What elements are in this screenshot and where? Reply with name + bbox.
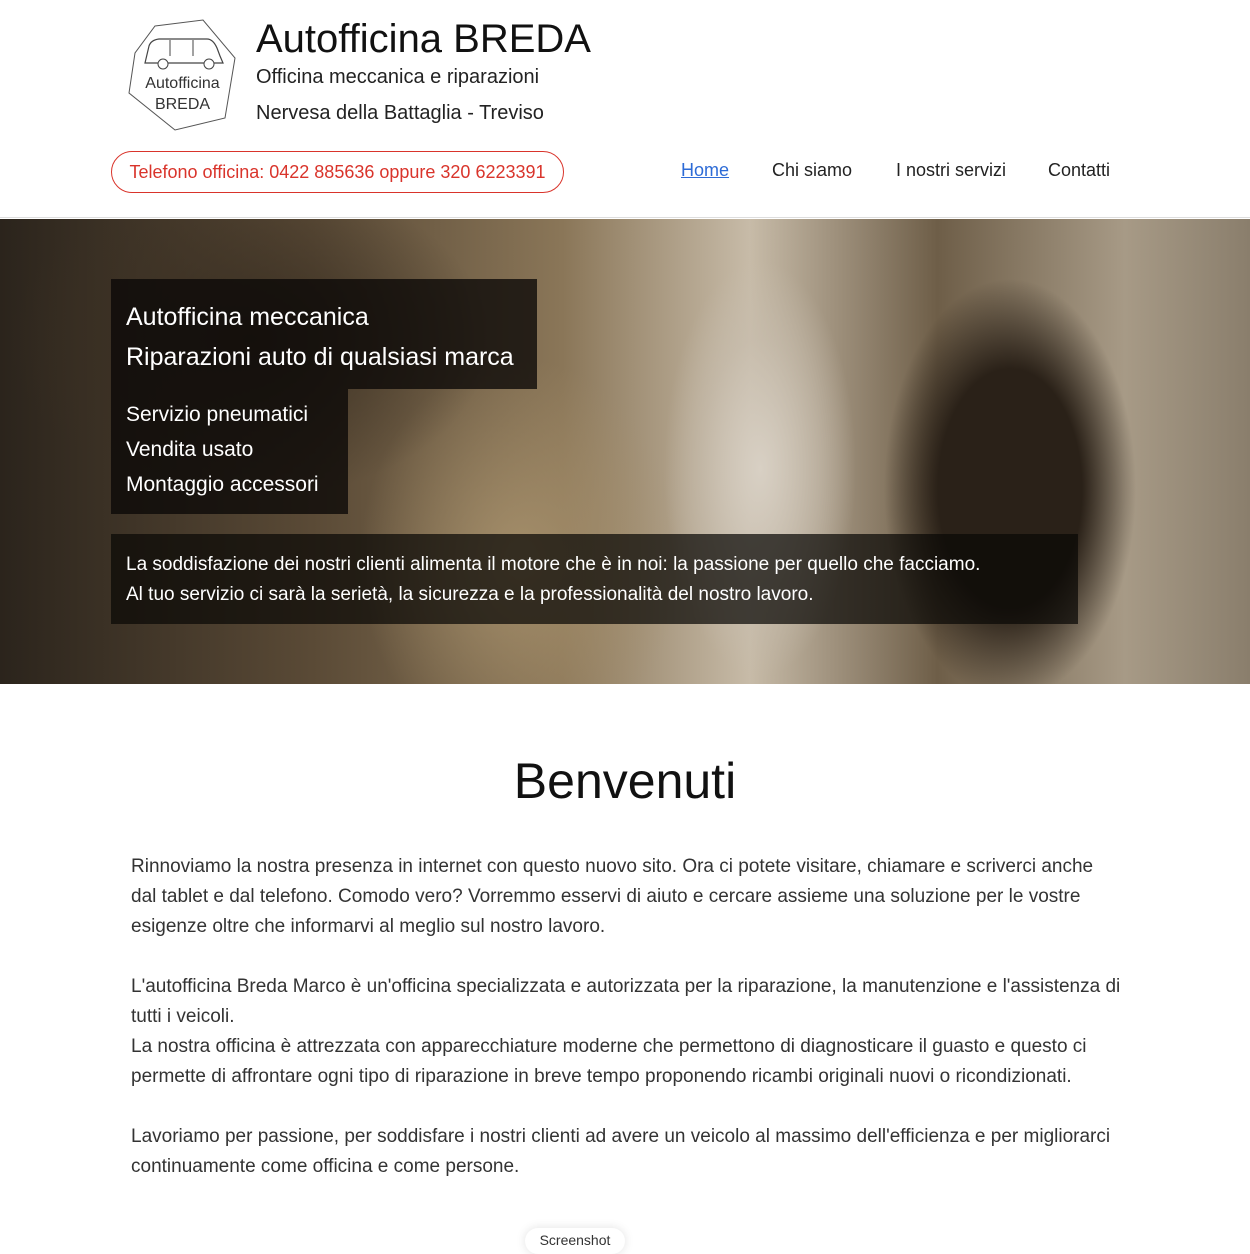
service-item: Montaggio accessori [126,473,319,496]
nav-contatti[interactable]: Contatti [1048,160,1111,180]
site-location: Nervesa della Battaglia - Treviso [256,102,544,124]
hero-line-2: Riparazioni auto di qualsiasi marca [126,343,514,371]
logo-text-1: Autofficina [145,75,220,92]
paragraph: L'autofficina Breda Marco è un'officina specializzata e autorizzata per la riparazione, la manutenzione e l'assistenza di tutti i veicoli. [131,976,1121,1027]
site-subtitle: Officina meccanica e riparazioni [256,66,540,88]
paragraph: Lavoriamo per passione, per soddisfare i nostri clienti ad avere un veicolo al massimo dell'efficienza e per migliorarci continuamente come officina e come persone. [131,1126,1111,1177]
logo-text-2: BREDA [154,96,211,113]
site-header [0,0,1250,218]
quote-line-2: Al tuo servizio ci sarà la serietà, la sicurezza e la professionalità del nostro lavoro. [126,584,814,605]
nav-home[interactable]: Home [681,160,730,180]
service-item: Servizio pneumatici [126,403,309,426]
hero-line-1: Autofficina meccanica [126,303,369,331]
hero-headline-box [111,279,537,389]
site-title: Autofficina BREDA [256,17,591,61]
hero-quote-box [111,534,1078,624]
logo[interactable] [125,18,240,133]
nav-chi-siamo[interactable]: Chi siamo [772,160,853,180]
nav-servizi[interactable]: I nostri servizi [896,160,1007,180]
phone-button[interactable]: Telefono officina: 0422 885636 oppure 320 6223391 [111,151,564,193]
paragraph: Rinnoviamo la nostra presenza in internet con questo nuovo sito. Ora ci potete visitare, chiamare e scriverci anche dal tablet e dal telefono. Comodo vero? Vorremmo esservi di aiuto e cercare assieme una soluzione per le vostre esigenze oltre che informarvi al meglio sul nostro lavoro. [131,856,1094,937]
hero-services-box [111,389,348,514]
welcome-content [131,852,1121,1212]
paragraph: La nostra officina è attrezzata con apparecchiature moderne che permettono di diagnosticare il guasto e questo ci permette di affrontare ogni tipo di riparazione in breve tempo proponendo ricambi originali nuovi o ricondizionati. [131,1036,1087,1087]
hero-banner [0,219,1250,684]
screenshot-label: Screenshot [525,1228,625,1254]
welcome-heading: Benvenuti [513,753,737,809]
service-item: Vendita usato [126,438,254,461]
quote-line-1: La soddisfazione dei nostri clienti alimenta il motore che è in noi: la passione per quello che facciamo. [126,554,981,575]
